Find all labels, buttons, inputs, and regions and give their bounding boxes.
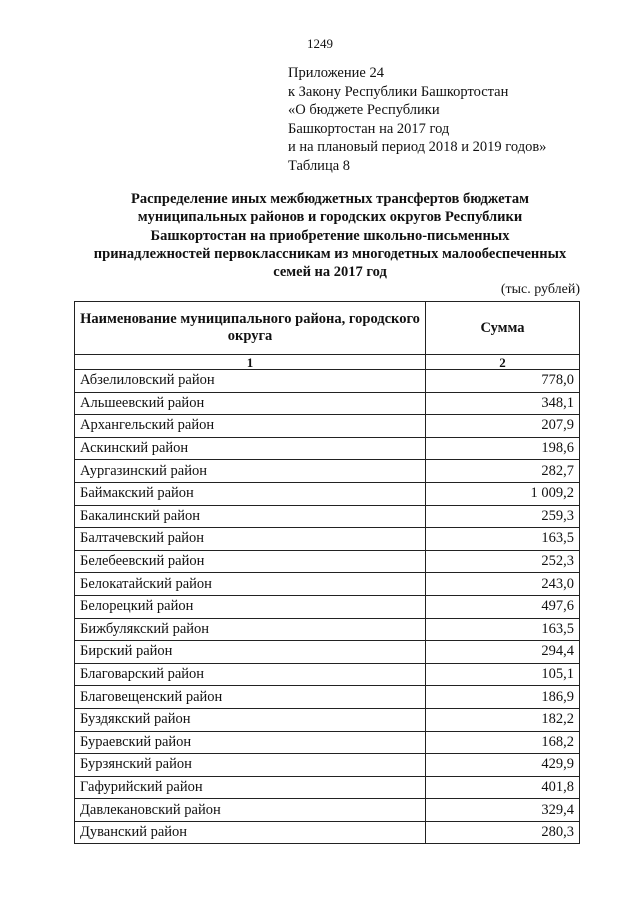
district-sum: 168,2 — [426, 731, 580, 754]
district-name: Давлекановский район — [75, 799, 426, 822]
district-name: Бурзянский район — [75, 754, 426, 777]
title-line: Распределение иных межбюджетных трансфертов бюджетам — [131, 191, 529, 207]
district-name: Бижбулякский район — [75, 618, 426, 641]
table-body — [75, 370, 580, 844]
table-row — [75, 821, 580, 844]
table-row — [75, 370, 580, 393]
district-sum: 1 009,2 — [426, 482, 580, 505]
district-name: Абзелиловский район — [75, 370, 426, 393]
district-name: Буздякский район — [75, 708, 426, 731]
district-sum: 778,0 — [426, 370, 580, 393]
district-sum: 182,2 — [426, 708, 580, 731]
district-name: Гафурийский район — [75, 776, 426, 799]
district-sum: 105,1 — [426, 663, 580, 686]
district-sum: 252,3 — [426, 550, 580, 573]
table-row — [75, 505, 580, 528]
header-district: Наименование муниципального района, городского округа — [75, 302, 426, 355]
district-sum: 280,3 — [426, 821, 580, 844]
district-sum: 198,6 — [426, 437, 580, 460]
district-sum: 186,9 — [426, 686, 580, 709]
table-row — [75, 415, 580, 438]
district-name: Балтачевский район — [75, 528, 426, 551]
column-number-row — [75, 355, 580, 370]
district-sum: 294,4 — [426, 641, 580, 664]
table-row — [75, 437, 580, 460]
table-row — [75, 641, 580, 664]
district-name: Бакалинский район — [75, 505, 426, 528]
column-number: 1 — [75, 355, 426, 370]
table-row — [75, 392, 580, 415]
allocation-table — [74, 301, 580, 844]
table-row — [75, 550, 580, 573]
district-name: Бирский район — [75, 641, 426, 664]
district-sum: 282,7 — [426, 460, 580, 483]
district-name: Белокатайский район — [75, 573, 426, 596]
district-name: Аскинский район — [75, 437, 426, 460]
district-name: Белорецкий район — [75, 595, 426, 618]
table-row — [75, 686, 580, 709]
table-row — [75, 595, 580, 618]
table-row — [75, 528, 580, 551]
units-label: (тыс. рублей) — [500, 282, 580, 297]
district-name: Архангельский район — [75, 415, 426, 438]
page-number: 1249 — [307, 36, 333, 51]
title-line: Башкортостан на приобретение школьно-письменных — [150, 227, 510, 244]
table-row — [75, 460, 580, 483]
district-sum: 207,9 — [426, 415, 580, 438]
table-row — [75, 708, 580, 731]
district-sum: 348,1 — [426, 392, 580, 415]
appendix-line: Башкортостан на 2017 год — [288, 120, 450, 137]
title-line: семей на 2017 год — [273, 264, 387, 281]
district-name: Благоварский район — [75, 663, 426, 686]
district-sum: 259,3 — [426, 505, 580, 528]
appendix-line: Таблица 8 — [288, 157, 351, 174]
appendix-line: «О бюджете Республики — [288, 102, 440, 118]
district-name: Дуванский район — [75, 821, 426, 844]
district-name: Аургазинский район — [75, 460, 426, 483]
district-sum: 163,5 — [426, 618, 580, 641]
table-row — [75, 482, 580, 505]
table-row — [75, 618, 580, 641]
district-sum: 497,6 — [426, 595, 580, 618]
column-number: 2 — [426, 355, 580, 370]
district-name: Бураевский район — [75, 731, 426, 754]
district-name: Альшеевский район — [75, 392, 426, 415]
appendix-line: и на плановый период 2018 и 2019 годов» — [288, 139, 547, 155]
table-row — [75, 573, 580, 596]
appendix-reference — [288, 64, 628, 175]
district-sum: 329,4 — [426, 799, 580, 822]
table-row — [75, 776, 580, 799]
district-name: Баймакский район — [75, 482, 426, 505]
appendix-line: к Закону Республики Башкортостан — [288, 83, 509, 100]
district-name: Белебеевский район — [75, 550, 426, 573]
district-sum: 429,9 — [426, 754, 580, 777]
district-sum: 401,8 — [426, 776, 580, 799]
district-sum: 243,0 — [426, 573, 580, 596]
table-header-row — [75, 302, 580, 355]
table-row — [75, 731, 580, 754]
table-row — [75, 663, 580, 686]
title-line: муниципальных районов и городских округов Республики — [137, 209, 523, 226]
appendix-line: Приложение 24 — [288, 65, 384, 81]
table-row — [75, 754, 580, 777]
table-row — [75, 799, 580, 822]
district-name: Благовещенский район — [75, 686, 426, 709]
header-sum: Сумма — [426, 302, 580, 355]
document-title — [70, 190, 590, 281]
title-line: принадлежностей первоклассникам из многодетных малообеспеченных — [93, 245, 567, 262]
district-sum: 163,5 — [426, 528, 580, 551]
